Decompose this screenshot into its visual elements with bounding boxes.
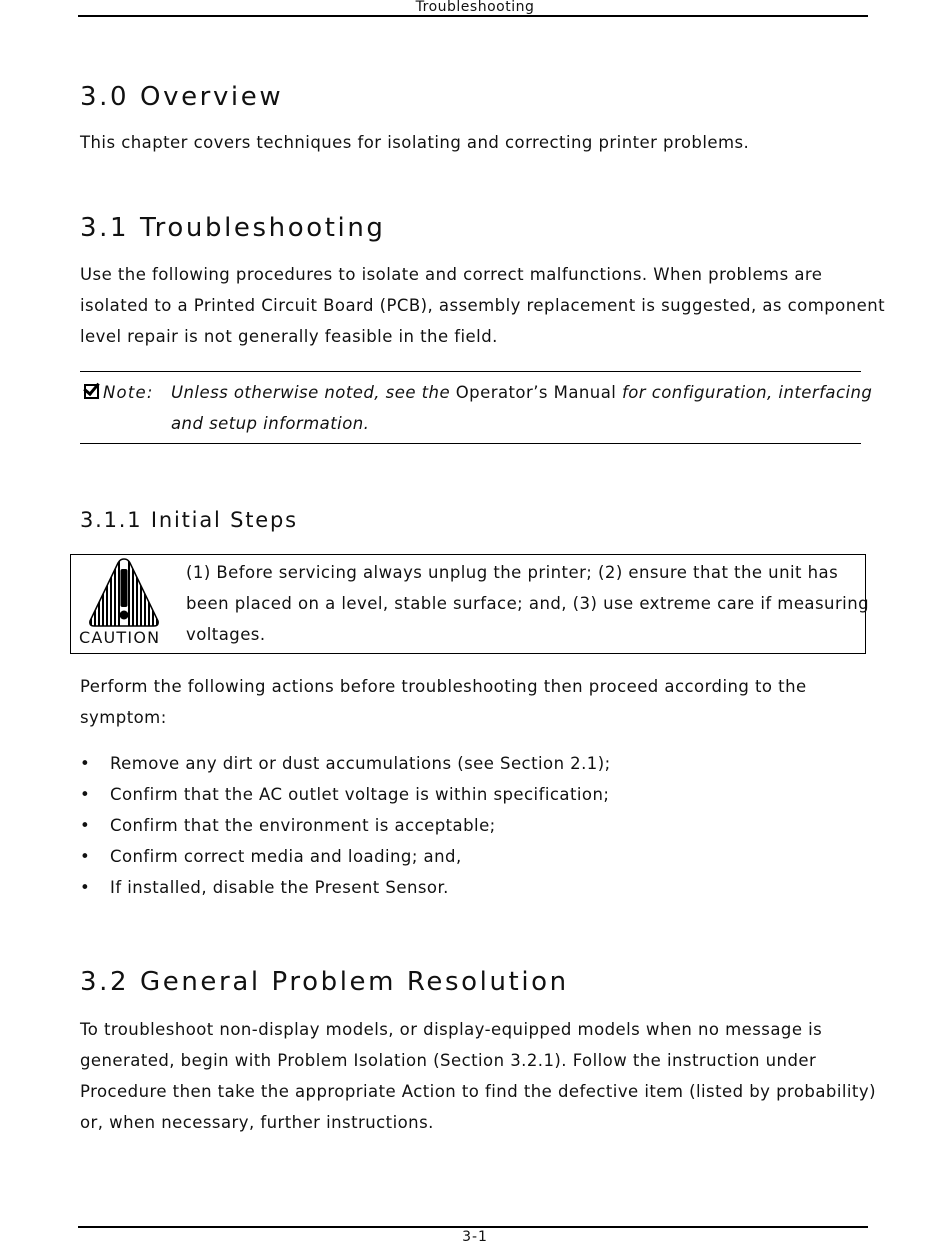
caution-triangle-icon: [88, 557, 160, 629]
note-line-2: and setup information.: [171, 414, 370, 433]
caution-text: [186, 557, 870, 650]
header-rule: [78, 15, 868, 17]
note-italic-text: Unless otherwise noted, see the: [171, 383, 456, 402]
overview-paragraph: This chapter covers techniques for isolating and correcting printer problems.: [80, 133, 750, 152]
page-number: 3-1: [462, 1229, 488, 1245]
note-italic-text: for configuration, interfacing: [616, 383, 873, 402]
paragraph-line: level repair is not generally feasible in the field.: [80, 327, 498, 346]
paragraph-line: or, when necessary, further instructions.: [80, 1113, 434, 1132]
note-line-1: [171, 377, 873, 408]
note-top-rule: [80, 371, 861, 372]
subsection-heading-initial-steps: 3.1.1 Initial Steps: [80, 508, 298, 532]
general-paragraph: [80, 1014, 876, 1138]
list-item: [80, 841, 611, 872]
list-item: [80, 779, 611, 810]
paragraph-line: Perform the following actions before troubleshooting then proceed according to the: [80, 677, 807, 696]
note-manual-reference: Operator’s Manual: [455, 383, 617, 402]
list-item-text: Remove any dirt or dust accumulations (see Section 2.1);: [110, 754, 611, 773]
list-item-text: Confirm that the environment is acceptable;: [110, 816, 496, 835]
initial-steps-bullet-list: [80, 748, 611, 903]
note-label: [84, 377, 154, 408]
paragraph-line: generated, begin with Problem Isolation (Section 3.2.1). Follow the instruction under: [80, 1051, 817, 1070]
paragraph-line: To troubleshoot non-display models, or display-equipped models when no message is: [80, 1020, 823, 1039]
list-item: [80, 872, 611, 903]
paragraph-line: symptom:: [80, 708, 167, 727]
bullet-icon: •: [80, 754, 91, 773]
caution-label: CAUTION: [79, 628, 161, 647]
bullet-icon: •: [80, 785, 91, 804]
list-item: [80, 748, 611, 779]
list-item-text: Confirm that the AC outlet voltage is within specification;: [110, 785, 610, 804]
bullet-icon: •: [80, 847, 91, 866]
paragraph-line: Procedure then take the appropriate Action to find the defective item (listed by probability): [80, 1082, 876, 1101]
note-label-text: Note:: [103, 383, 154, 402]
initial-steps-intro: [80, 671, 870, 733]
paragraph-line: Use the following procedures to isolate and correct malfunctions. When problems are: [80, 265, 823, 284]
section-heading-general-problem-resolution: 3.2 General Problem Resolution: [80, 967, 569, 997]
note-bottom-rule: [80, 443, 861, 444]
section-heading-troubleshooting: 3.1 Troubleshooting: [80, 213, 386, 243]
section-heading-overview: 3.0 Overview: [80, 82, 284, 112]
paragraph-line: isolated to a Printed Circuit Board (PCB), assembly replacement is suggested, as component: [80, 296, 886, 315]
note-text: [171, 377, 873, 439]
footer-rule: [78, 1226, 868, 1228]
list-item-text: If installed, disable the Present Sensor.: [110, 878, 449, 897]
list-item: [80, 810, 611, 841]
bullet-icon: •: [80, 878, 91, 897]
list-item-text: Confirm correct media and loading; and,: [110, 847, 462, 866]
bullet-icon: •: [80, 816, 91, 835]
caution-line: (1) Before servicing always unplug the printer; (2) ensure that the unit has: [186, 563, 839, 582]
troubleshooting-paragraph: [80, 259, 886, 352]
checkbox-icon: [84, 384, 99, 399]
caution-line: been placed on a level, stable surface; and, (3) use extreme care if measuring: [186, 594, 870, 613]
running-header: Troubleshooting: [415, 0, 535, 15]
caution-line: voltages.: [186, 625, 266, 644]
